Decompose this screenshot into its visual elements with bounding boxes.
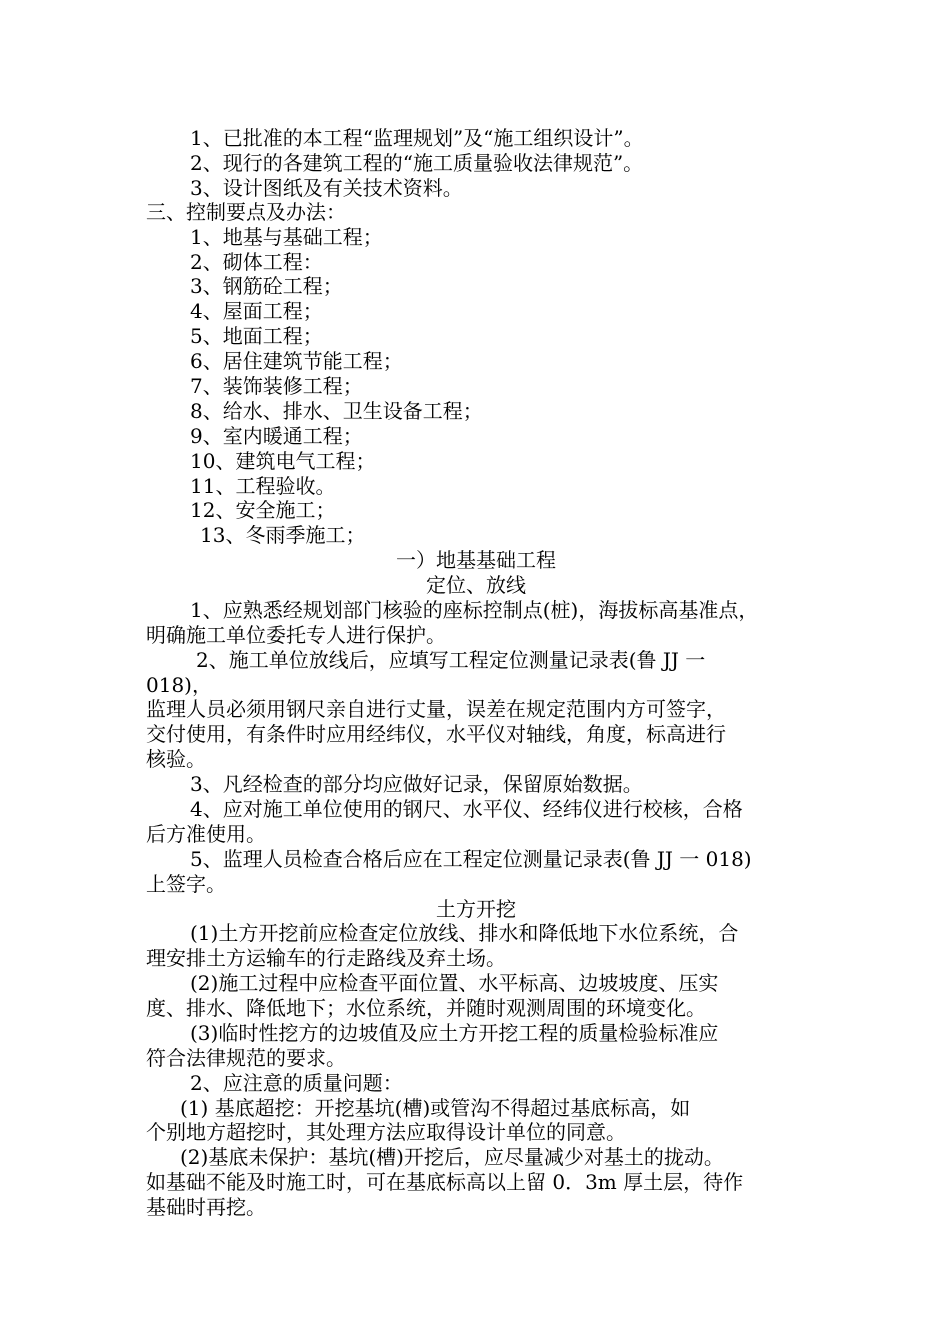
excavation-paragraph-2-line-1: (2)施工过程中应检查平面位置、水平标高、边坡坡度、压实 — [190, 971, 719, 995]
quality-issue-2-line-2: 如基础不能及时施工时，可在基底标高以上留 0．3m 厚土层，待作 — [146, 1170, 744, 1194]
excavation-paragraph-2-line-2: 度、排水、降低地下；水位系统，并随时观测周围的环境变化。 — [146, 996, 706, 1020]
positioning-paragraph-2-line-1: 2、施工单位放线后，应填写工程定位测量记录表(鲁 JJ 一 — [196, 648, 706, 672]
control-item-4: 4、屋面工程； — [190, 299, 323, 323]
quality-issue-1-line-2: 个别地方超挖时，其处理方法应取得设计单位的同意。 — [146, 1120, 626, 1144]
control-item-8: 8、给水、排水、卫生设备工程； — [190, 399, 483, 423]
positioning-paragraph-4-line-1: 4、应对施工单位使用的钢尺、水平仪、经纬仪进行校核，合格 — [190, 797, 743, 821]
control-item-2: 2、砌体工程： — [190, 250, 323, 274]
control-item-3: 3、钢筋砼工程； — [190, 274, 343, 298]
excavation-paragraph-3-line-2: 符合法律规范的要求。 — [146, 1046, 346, 1070]
control-item-7: 7、装饰装修工程； — [190, 374, 363, 398]
positioning-paragraph-5-line-2: 上签字。 — [146, 872, 226, 896]
positioning-paragraph-2-line-3: 监理人员必须用钢尺亲自进行丈量，误差在规定范围内方可签字， — [146, 697, 726, 721]
quality-issue-2-line-3: 基础时再挖。 — [146, 1195, 266, 1219]
positioning-paragraph-1-line-2: 明确施工单位委托专人进行保护。 — [146, 623, 446, 647]
section-title-foundation: 一）地基基础工程 — [396, 548, 556, 572]
control-item-1: 1、地基与基础工程； — [190, 225, 383, 249]
subsection-title-excavation: 土方开挖 — [436, 897, 516, 921]
positioning-paragraph-5-line-1: 5、监理人员检查合格后应在工程定位测量记录表(鲁 JJ 一 018) — [190, 847, 752, 871]
excavation-paragraph-1-line-2: 理安排土方运输车的行走路线及弃土场。 — [146, 946, 506, 970]
control-item-11: 11、工程验收。 — [190, 474, 336, 498]
subsection-title-positioning: 定位、放线 — [426, 573, 526, 597]
control-heading: 三、控制要点及办法： — [146, 200, 346, 224]
basis-item-3: 3、设计图纸及有关技术资料。 — [190, 176, 463, 200]
control-item-13: 13、冬雨季施工； — [200, 523, 366, 547]
quality-issue-1-line-1: (1) 基底超挖：开挖基坑(槽)或管沟不得超过基底标高，如 — [180, 1096, 691, 1120]
positioning-paragraph-2-line-2: 018)， — [146, 673, 212, 697]
control-item-10: 10、建筑电气工程； — [190, 449, 376, 473]
quality-issues-heading: 2、应注意的质量问题： — [190, 1071, 403, 1095]
basis-item-2: 2、现行的各建筑工程的“施工质量验收法律规范”。 — [190, 151, 644, 175]
positioning-paragraph-2-line-4: 交付使用，有条件时应用经纬仪，水平仪对轴线，角度，标高进行 — [146, 722, 726, 746]
basis-item-1: 1、已批准的本工程“监理规划”及“施工组织设计”。 — [190, 126, 644, 150]
quality-issue-2-line-1: (2)基底未保护：基坑(槽)开挖后，应尽量减少对基土的拢动。 — [180, 1145, 724, 1169]
control-item-6: 6、居住建筑节能工程； — [190, 349, 403, 373]
excavation-paragraph-1-line-1: (1)土方开挖前应检查定位放线、排水和降低地下水位系统，合 — [190, 921, 739, 945]
positioning-paragraph-3: 3、凡经检查的部分均应做好记录，保留原始数据。 — [190, 772, 643, 796]
control-item-5: 5、地面工程； — [190, 324, 323, 348]
positioning-paragraph-4-line-2: 后方准使用。 — [146, 822, 266, 846]
control-item-12: 12、安全施工； — [190, 498, 336, 522]
excavation-paragraph-3-line-1: (3)临时性挖方的边坡值及应土方开挖工程的质量检验标准应 — [190, 1021, 719, 1045]
positioning-paragraph-2-line-5: 核验。 — [146, 747, 206, 771]
control-item-9: 9、室内暖通工程； — [190, 424, 363, 448]
positioning-paragraph-1-line-1: 1、应熟悉经规划部门核验的座标控制点(桩)，海拔标高基准点， — [190, 598, 759, 622]
